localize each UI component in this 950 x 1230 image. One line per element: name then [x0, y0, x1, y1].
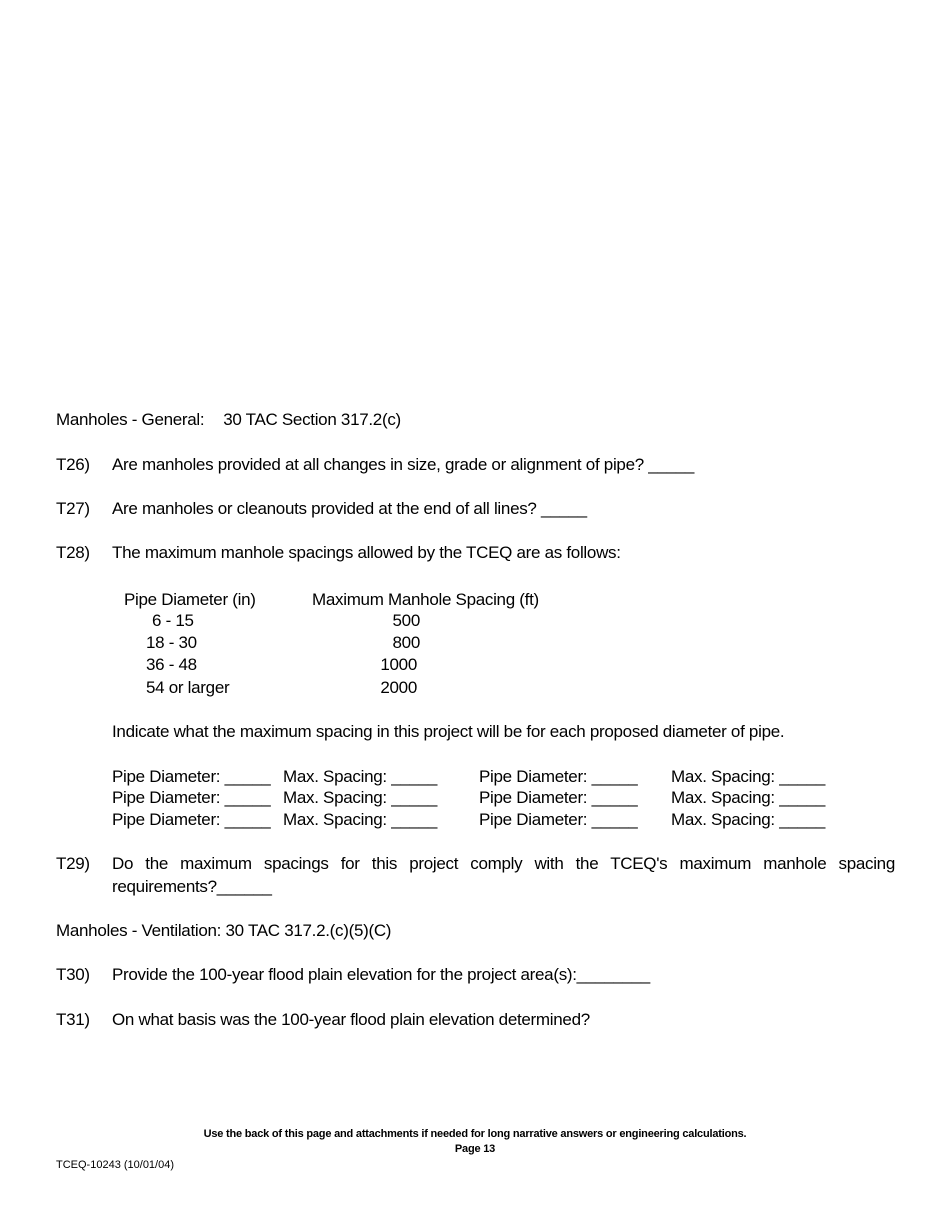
- max-spacing-field[interactable]: Max. Spacing: _____: [283, 810, 438, 829]
- pipe-diameter-field[interactable]: Pipe Diameter: _____: [479, 788, 638, 807]
- section-label: Manholes - General:: [56, 410, 205, 429]
- question-text-t31: On what basis was the 100-year flood plain elevation determined?: [112, 1010, 590, 1029]
- question-number-t31: T31): [56, 1010, 90, 1029]
- footer-note: Use the back of this page and attachments if needed for long narrative answers or engineering calculations.: [203, 1128, 747, 1140]
- question-text-t27: Are manholes or cleanouts provided at the end of all lines? _____: [112, 499, 587, 518]
- table-header-spacing: Maximum Manhole Spacing (ft): [312, 590, 539, 609]
- table-cell-diameter: 36 - 48: [146, 655, 197, 674]
- table-cell-diameter: 6 - 15: [152, 611, 194, 630]
- max-spacing-field[interactable]: Max. Spacing: _____: [671, 788, 826, 807]
- pipe-diameter-field[interactable]: Pipe Diameter: _____: [479, 810, 638, 829]
- question-text-t29-line1: Do the maximum spacings for this project comply with the TCEQ's maximum manhole spacing: [112, 854, 895, 873]
- pipe-diameter-field[interactable]: Pipe Diameter: _____: [112, 788, 271, 807]
- max-spacing-field[interactable]: Max. Spacing: _____: [671, 767, 826, 786]
- question-number-t27: T27): [56, 499, 90, 518]
- question-text-t29-line2: requirements?______: [112, 877, 272, 896]
- table-cell-diameter: 54 or larger: [146, 678, 230, 697]
- question-text-t26: Are manholes provided at all changes in size, grade or alignment of pipe? _____: [112, 455, 695, 474]
- t28-instruction: Indicate what the maximum spacing in this project will be for each proposed diameter of pipe.: [112, 722, 785, 741]
- table-cell-spacing: 500: [392, 611, 420, 630]
- table-cell-diameter: 18 - 30: [146, 633, 197, 652]
- table-cell-spacing: 800: [392, 633, 420, 652]
- max-spacing-field[interactable]: Max. Spacing: _____: [671, 810, 826, 829]
- form-id: TCEQ-10243 (10/01/04): [56, 1159, 175, 1171]
- section-reference: 30 TAC Section 317.2(c): [223, 410, 401, 429]
- question-number-t28: T28): [56, 543, 90, 562]
- question-text-t28: The maximum manhole spacings allowed by the TCEQ are as follows:: [112, 543, 621, 562]
- section-heading-manholes-ventilation: Manholes - Ventilation: 30 TAC 317.2.(c)(5)(C): [56, 921, 392, 940]
- max-spacing-field[interactable]: Max. Spacing: _____: [283, 788, 438, 807]
- max-spacing-field[interactable]: Max. Spacing: _____: [283, 767, 438, 786]
- pipe-diameter-field[interactable]: Pipe Diameter: _____: [112, 767, 271, 786]
- question-number-t26: T26): [56, 455, 90, 474]
- question-text-t30: Provide the 100-year flood plain elevation for the project area(s):________: [112, 965, 650, 984]
- question-number-t29: T29): [56, 854, 90, 873]
- page-number: Page 13: [454, 1143, 496, 1155]
- section-heading-manholes-general: [56, 410, 401, 430]
- question-number-t30: T30): [56, 965, 90, 984]
- pipe-diameter-field[interactable]: Pipe Diameter: _____: [112, 810, 271, 829]
- table-header-diameter: Pipe Diameter (in): [124, 590, 256, 609]
- table-cell-spacing: 2000: [380, 678, 417, 697]
- pipe-diameter-field[interactable]: Pipe Diameter: _____: [479, 767, 638, 786]
- table-cell-spacing: 1000: [380, 655, 417, 674]
